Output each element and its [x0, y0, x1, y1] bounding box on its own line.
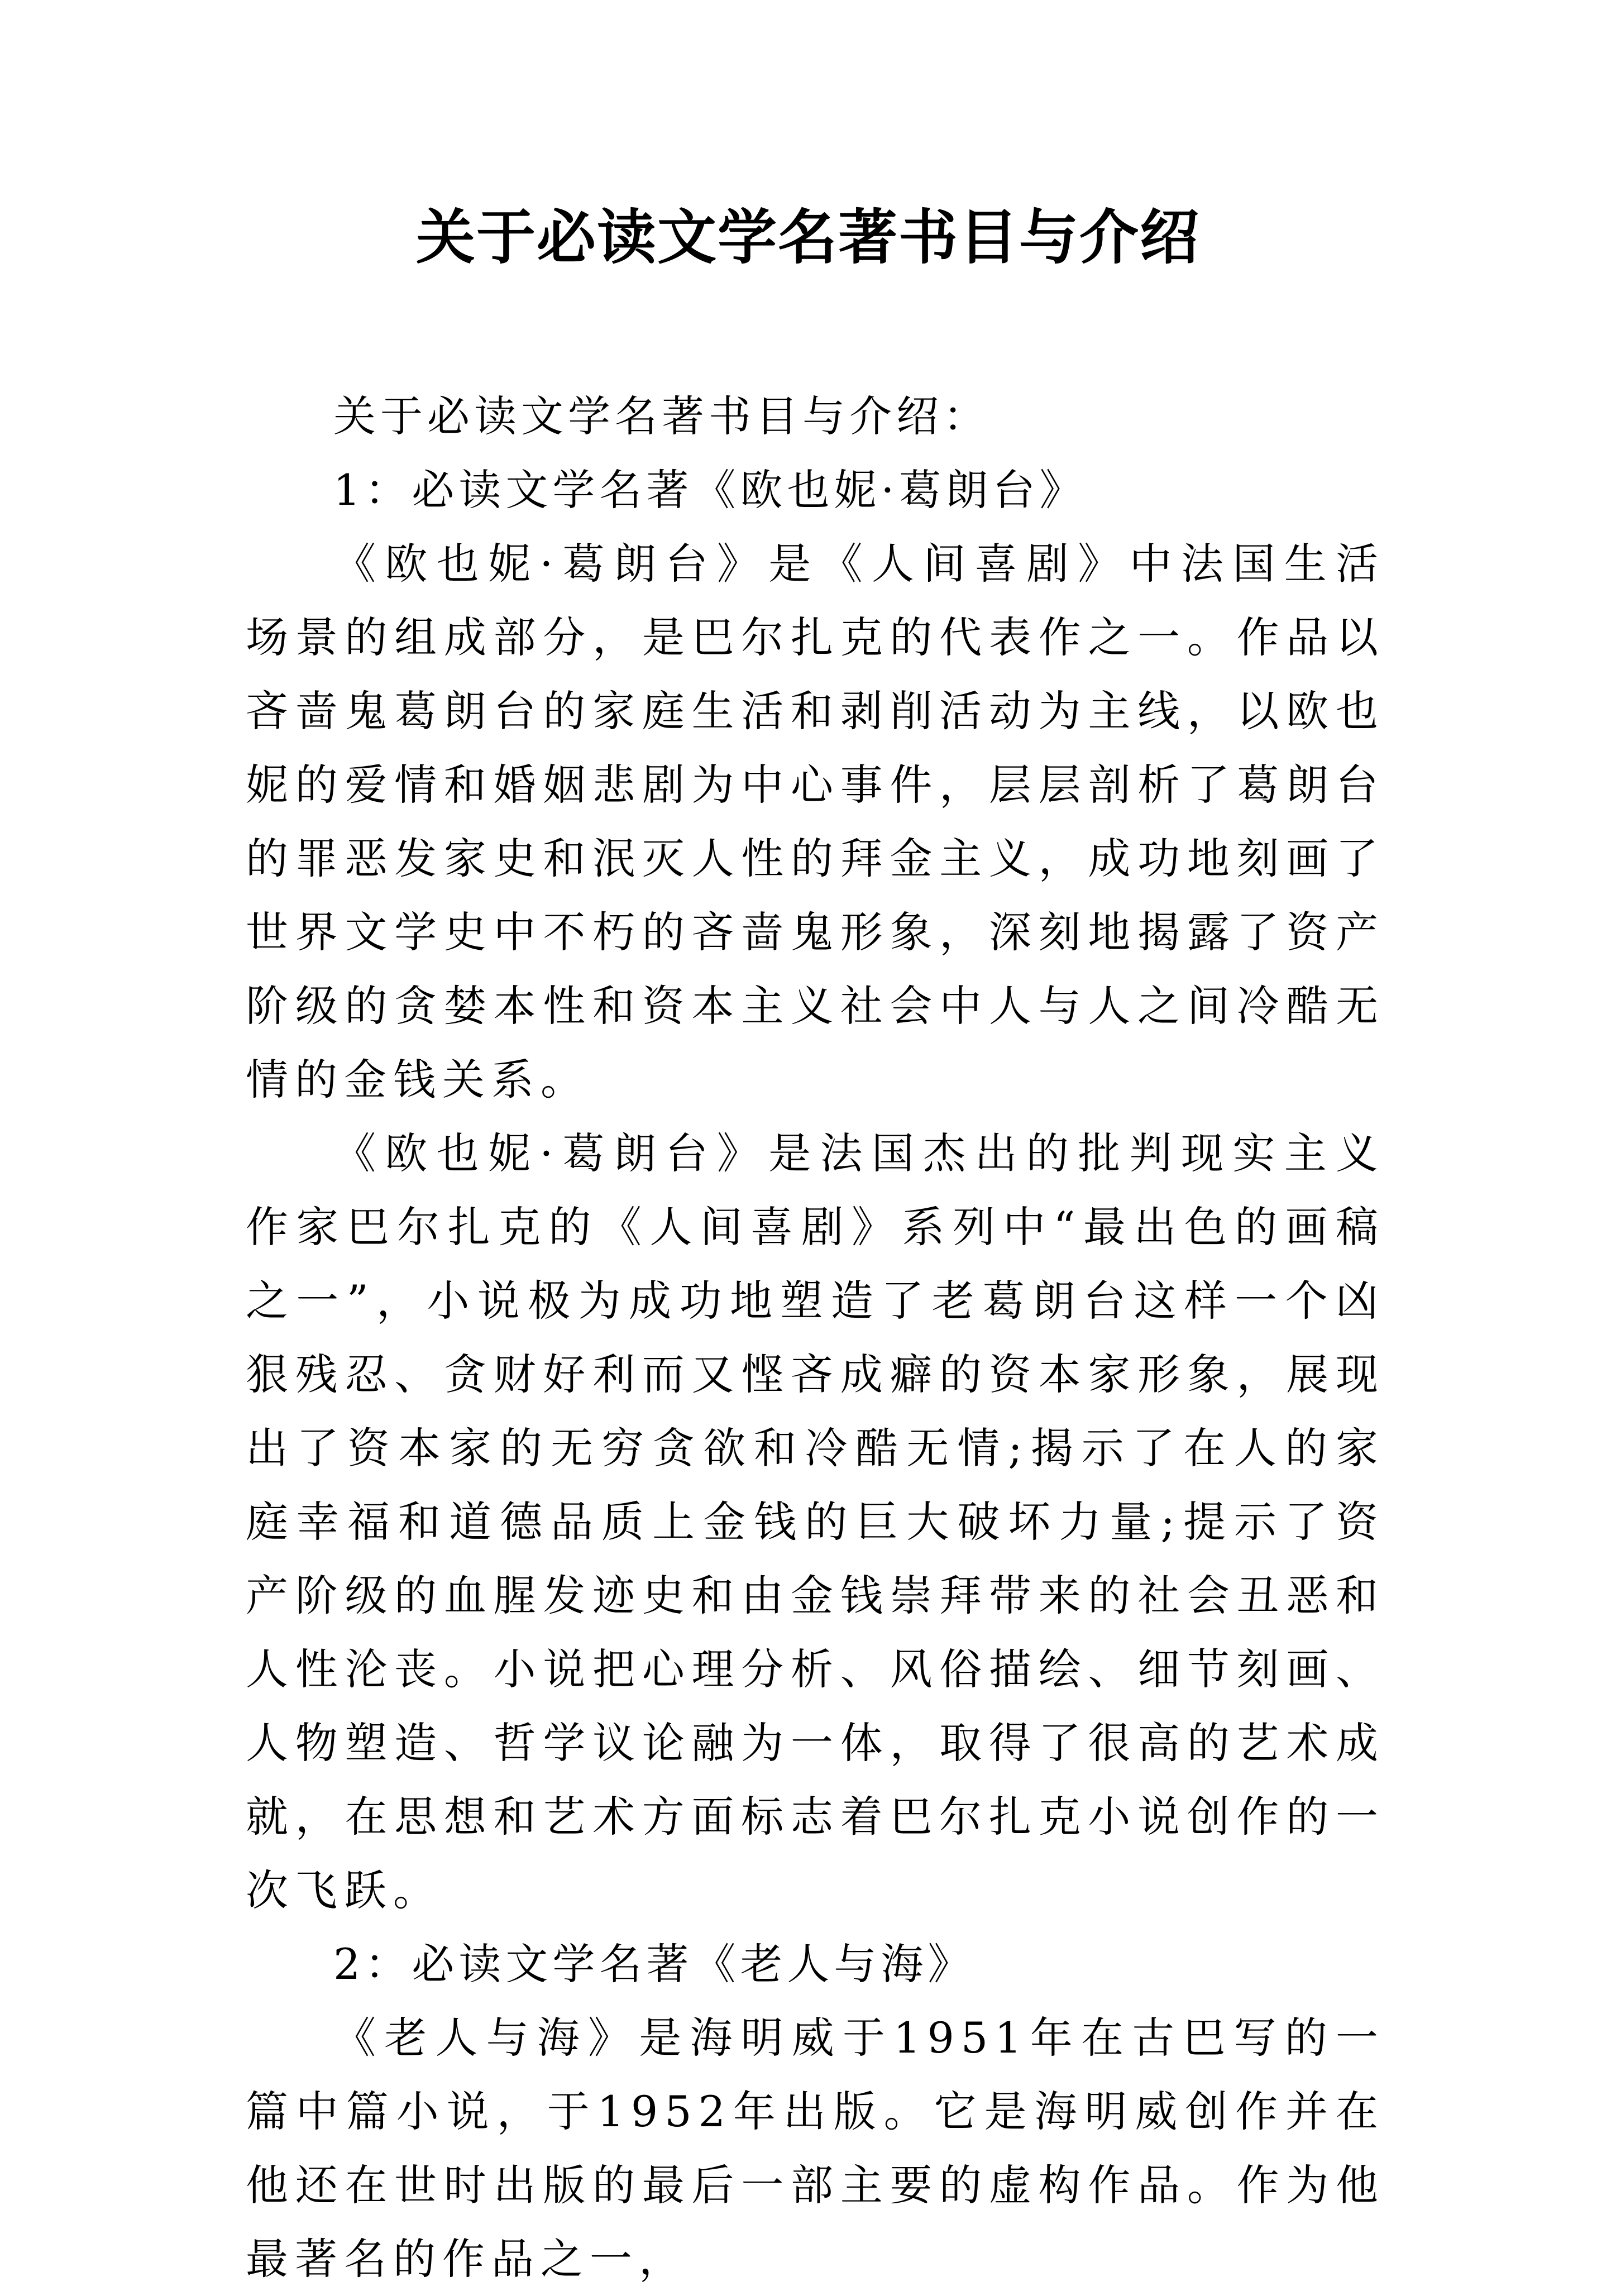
body-paragraph: 《欧也妮·葛朗台》是法国杰出的批判现实主义作家巴尔扎克的《人间喜剧》系列中“最出色的画稿之一”，小说极为成功地塑造了老葛朗台这样一个凶狠残忍、贪财好利而又悭吝成癖的资本家形象，展现出了资本家的无穷贪欲和冷酷无情;揭示了在人的家庭幸福和道德品质上金钱的巨大破坏力量;提示了资产阶级的血腥发迹史和由金钱崇拜带来的社会丑恶和人性沦丧。小说把心理分析、风俗描绘、细节刻画、人物塑造、哲学议论融为一体，取得了很高的艺术成就，在思想和艺术方面标志着巴尔扎克小说创作的一次飞跃。: [246, 1128, 1385, 1915]
intro-heading: 关于必读文学名著书目与介绍：: [333, 391, 990, 441]
body-paragraph: 《老人与海》是海明威于1951年在古巴写的一篇中篇小说，于1952年出版。它是海明威创作并在他还在世时出版的最后一部主要的虚构作品。作为他最著名的作品之一，: [246, 2013, 1385, 2284]
section-heading-1: 1：必读文学名著《欧也妮·葛朗台》: [333, 465, 1087, 515]
section-heading-2: 2：必读文学名著《老人与海》: [333, 1939, 975, 1989]
document-body: [246, 380, 1385, 2296]
body-paragraph: 《欧也妮·葛朗台》是《人间喜剧》中法国生活场景的组成部分，是巴尔扎克的代表作之一。作品以吝啬鬼葛朗台的家庭生活和剥削活动为主线，以欧也妮的爱情和婚姻悲剧为中心事件，层层剖析了葛朗台的罪恶发家史和泯灭人性的拜金主义，成功地刻画了世界文学史中不朽的吝啬鬼形象，深刻地揭露了资产阶级的贪婪本性和资本主义社会中人与人之间冷酷无情的金钱关系。: [246, 539, 1385, 1104]
document-title: 关于必读文学名著书目与介绍: [416, 202, 1200, 272]
